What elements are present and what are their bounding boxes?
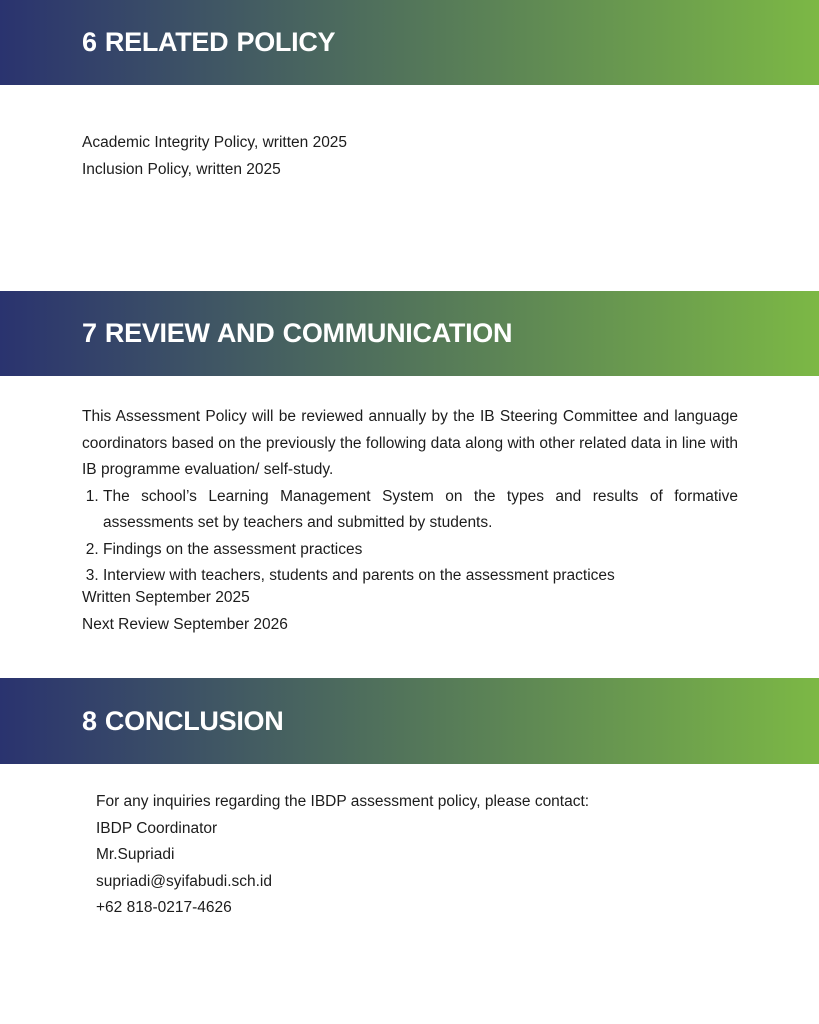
contact-intro-line: For any inquiries regarding the IBDP assessment policy, please contact: [96, 793, 590, 810]
review-paragraph: This Assessment Policy will be reviewed annually by the IB Steering Committee and language coordinators based on the previously the following data along with other related data in line with IB programme evaluation/ self-study. [82, 408, 738, 478]
contact-role-line: IBDP Coordinator [96, 819, 218, 837]
section-7-footer [82, 585, 738, 638]
section-8-contact-block [96, 789, 752, 922]
written-date-line: Written September 2025 [82, 589, 250, 606]
list-item: 1. The school’s Learning Management System on the types and results of formative assessments set by teachers and submitted by students. [103, 484, 738, 537]
section-8-heading: 8 CONCLUSION [82, 705, 284, 736]
contact-name-line: Mr.Supriadi [96, 846, 175, 863]
section-7-header-band [0, 291, 819, 376]
related-policy-line: Inclusion Policy, written 2025 [82, 160, 281, 178]
contact-email-line: supriadi@syifabudi.sch.id [96, 872, 272, 890]
section-6-heading: 6 RELATED POLICY [82, 27, 336, 57]
review-data-list [82, 484, 738, 590]
section-8-header-band [0, 678, 819, 764]
contact-phone-line: +62 818-0217-4626 [96, 899, 232, 916]
section-7-heading: 7 REVIEW AND COMMUNICATION [82, 318, 513, 348]
related-policy-line: Academic Integrity Policy, written 2025 [82, 134, 348, 151]
section-7-body [82, 404, 738, 590]
list-item: 3. Interview with teachers, students and parents on the assessment practices [103, 563, 738, 590]
list-item: 2. Findings on the assessment practices [103, 537, 738, 564]
section-6-header-band [0, 0, 819, 85]
next-review-line: Next Review September 2026 [82, 615, 288, 633]
section-6-body [82, 130, 738, 183]
